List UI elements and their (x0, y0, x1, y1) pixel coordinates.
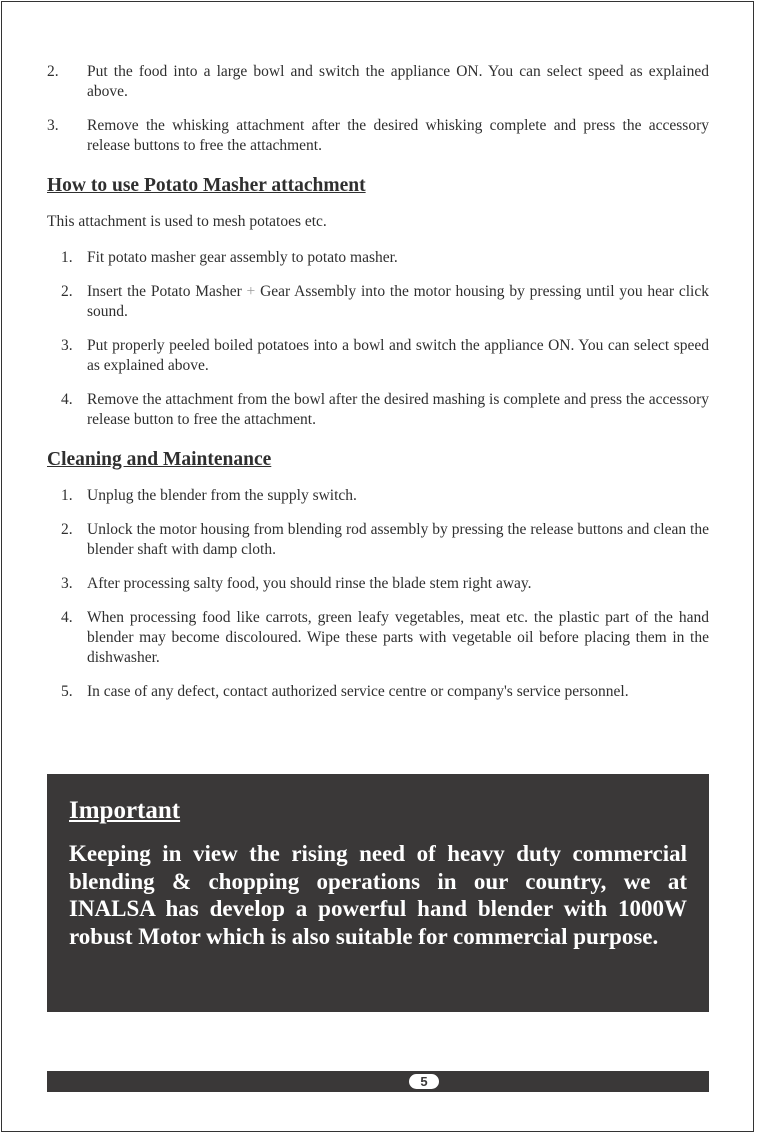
step-number: 1. (61, 249, 73, 266)
step-number: 2. (61, 521, 73, 538)
step-text: When processing food like carrots, green leafy vegetables, meat etc. the plastic part of the hand blender may become discoloured. Wipe these parts with vegetable oil before placing them in the dishwasher. (87, 609, 709, 666)
step-text: Put the food into a large bowl and switch the appliance ON. You can select speed as explained above. (87, 63, 709, 100)
potato-step (47, 336, 709, 376)
plus-sign: + (246, 283, 256, 300)
whisking-step (47, 62, 709, 102)
step-text-part: Gear Assembly into the motor housing by pressing until you hear click sound. (87, 283, 709, 320)
step-number: 2. (61, 283, 73, 300)
cleaning-step (47, 608, 709, 668)
step-text: After processing salty food, you should rinse the blade stem right away. (87, 575, 532, 592)
important-title: Important (69, 797, 181, 824)
cleaning-step (47, 682, 709, 702)
step-text: Unplug the blender from the supply switch. (87, 487, 357, 504)
section-heading-cleaning: Cleaning and Maintenance (47, 449, 272, 470)
step-number: 3. (61, 337, 73, 354)
step-number: 4. (61, 391, 73, 408)
step-number: 3. (61, 575, 73, 592)
step-number: 5. (61, 683, 73, 700)
cleaning-step (47, 486, 709, 506)
page-number: 5 (409, 1074, 439, 1089)
potato-step (47, 248, 709, 268)
important-text: Keeping in view the rising need of heavy duty commercial blending & chopping operations in our country, we at INALSA has develop a powerful hand blender with 1000W robust Motor which is also suitable for commercial purpose. (69, 841, 687, 949)
step-number: 4. (61, 609, 73, 626)
potato-masher-intro: This attachment is used to mesh potatoes etc. (47, 213, 327, 230)
step-number: 2. (47, 63, 59, 80)
step-text: Unlock the motor housing from blending rod assembly by pressing the release buttons and clean the blender shaft with damp cloth. (87, 521, 709, 558)
step-text: Put properly peeled boiled potatoes into a bowl and switch the appliance ON. You can select speed as explained above. (87, 337, 709, 374)
important-notice-box (47, 774, 709, 1012)
step-number: 1. (61, 487, 73, 504)
step-text: In case of any defect, contact authorized service centre or company's service personnel. (87, 683, 629, 700)
manual-content (47, 62, 709, 716)
step-text: Remove the attachment from the bowl after the desired mashing is complete and press the accessory release button to free the attachment. (87, 391, 709, 428)
potato-step (47, 390, 709, 430)
step-number: 3. (47, 117, 59, 134)
step-text-part: Insert the Potato Masher (87, 283, 247, 300)
step-text: Remove the whisking attachment after the desired whisking complete and press the accessory release buttons to free the attachment. (87, 117, 709, 154)
step-text: Fit potato masher gear assembly to potato masher. (87, 249, 398, 266)
footer-bar (47, 1071, 709, 1092)
section-heading-potato-masher: How to use Potato Masher attachment (47, 175, 366, 196)
whisking-step (47, 116, 709, 156)
potato-step (47, 282, 709, 322)
cleaning-step (47, 520, 709, 560)
cleaning-step (47, 574, 709, 594)
